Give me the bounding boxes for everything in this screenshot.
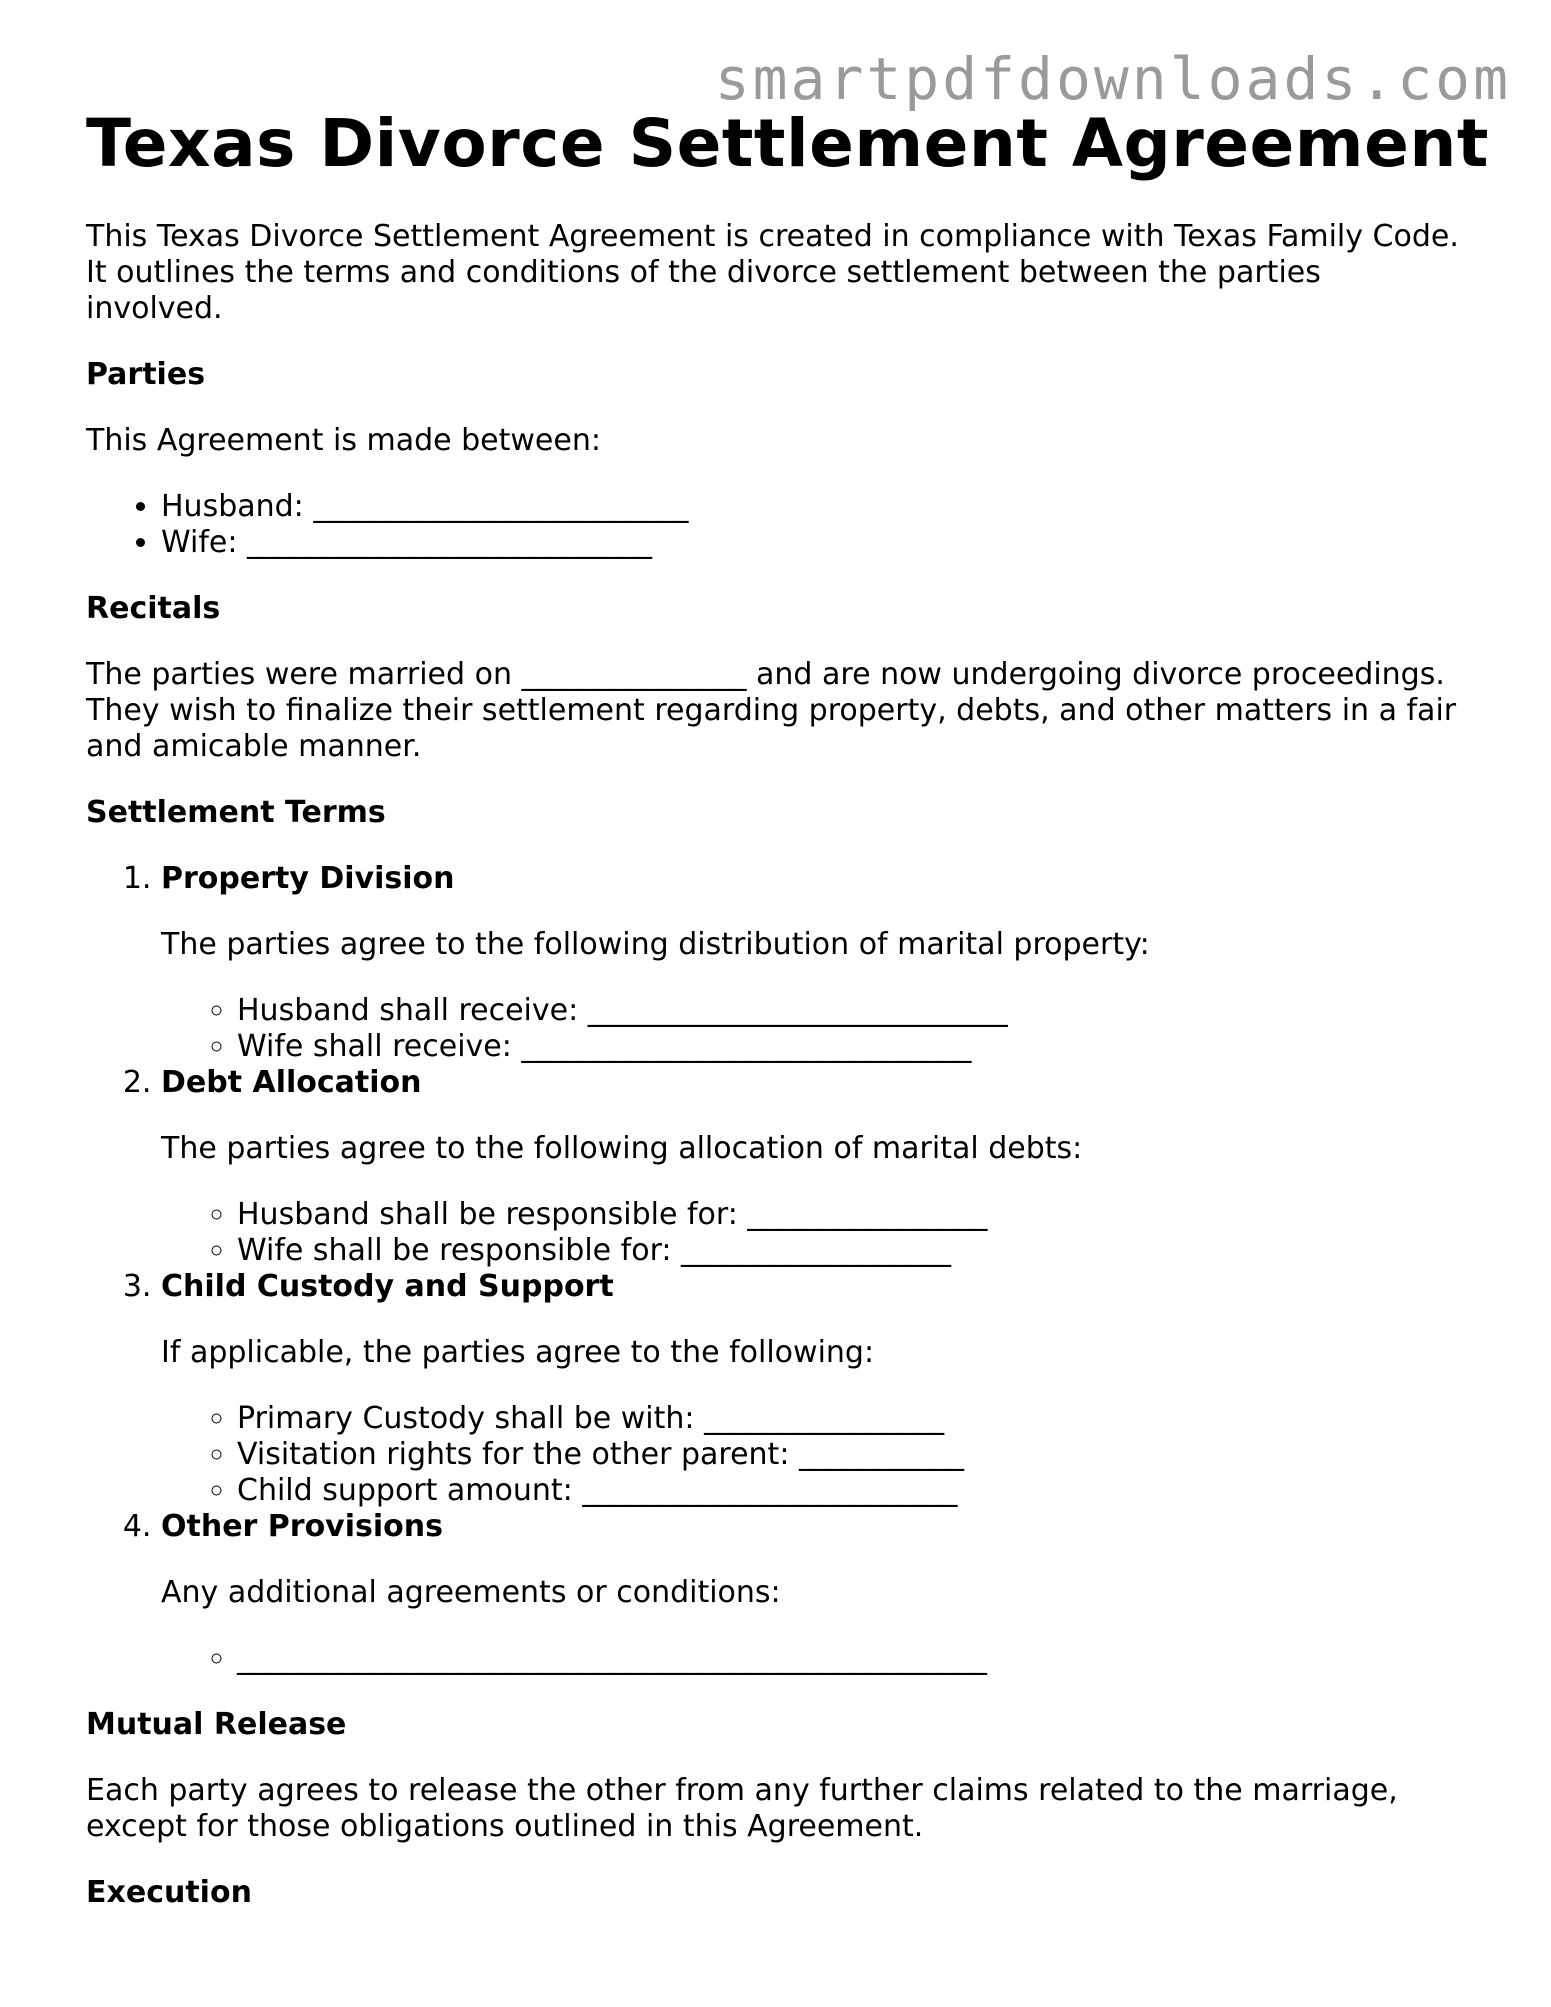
term-item: ◦ Primary Custody shall be with: ________________	[237, 1401, 1465, 1437]
term-property-division	[161, 861, 1465, 1065]
term-items	[161, 1197, 1465, 1269]
term-debt-allocation	[161, 1065, 1465, 1269]
parties-heading: Parties	[86, 356, 206, 392]
document-title: Texas Divorce Settlement Agreement	[86, 105, 1489, 182]
term-body: The parties agree to the following allocation of marital debts:	[161, 1130, 1083, 1166]
term-items	[161, 1641, 1465, 1677]
term-title: 2. Debt Allocation	[161, 1064, 422, 1100]
execution-heading: Execution	[86, 1874, 252, 1910]
term-body: If applicable, the parties agree to the following:	[161, 1334, 875, 1370]
term-item: ◦ Husband shall receive: ____________________________	[237, 993, 1465, 1029]
mutual-release-text: Each party agrees to release the other from any further claims related to the marriage, except for those obligations outlined in this Agreement.	[86, 1772, 1398, 1844]
term-title: 1. Property Division	[161, 860, 455, 896]
recitals-text: The parties were married on _______________ and are now undergoing divorce proceedings. They wish to finalize their settlement regarding property, debts, and other matters in a fair and amicable manner.	[86, 656, 1457, 764]
recitals-heading: Recitals	[86, 590, 221, 626]
term-title: 4. Other Provisions	[161, 1508, 443, 1544]
term-title: 3. Child Custody and Support	[161, 1268, 614, 1304]
parties-text: This Agreement is made between:	[86, 422, 601, 458]
watermark: smartpdfdownloads.com	[714, 45, 1511, 113]
party-wife: • Wife: ___________________________	[161, 525, 1465, 561]
term-body: The parties agree to the following distribution of marital property:	[161, 926, 1150, 962]
term-body: Any additional agreements or conditions:	[161, 1574, 781, 1610]
settlement-terms-list	[86, 861, 1465, 1677]
term-item: ◦ Husband shall be responsible for: ________________	[237, 1197, 1465, 1233]
term-other-provisions	[161, 1509, 1465, 1677]
term-item: ◦ Wife shall be responsible for: __________________	[237, 1233, 1465, 1269]
parties-list	[86, 489, 1465, 561]
settlement-terms-heading: Settlement Terms	[86, 794, 386, 830]
term-item: ◦ Child support amount: _________________________	[237, 1473, 1465, 1509]
term-item: ◦ Visitation rights for the other parent: ___________	[237, 1437, 1465, 1473]
term-items	[161, 1401, 1465, 1509]
term-item: ◦ __________________________________________________	[237, 1641, 1465, 1677]
intro-paragraph: This Texas Divorce Settlement Agreement is created in compliance with Texas Family Code. It outlines the terms and conditions of the divorce settlement between the parties involved.	[86, 218, 1459, 326]
term-item: ◦ Wife shall receive: ______________________________	[237, 1029, 1465, 1065]
term-child-custody	[161, 1269, 1465, 1509]
party-husband: • Husband: _________________________	[161, 489, 1465, 525]
mutual-release-heading: Mutual Release	[86, 1706, 347, 1742]
term-items	[161, 993, 1465, 1065]
